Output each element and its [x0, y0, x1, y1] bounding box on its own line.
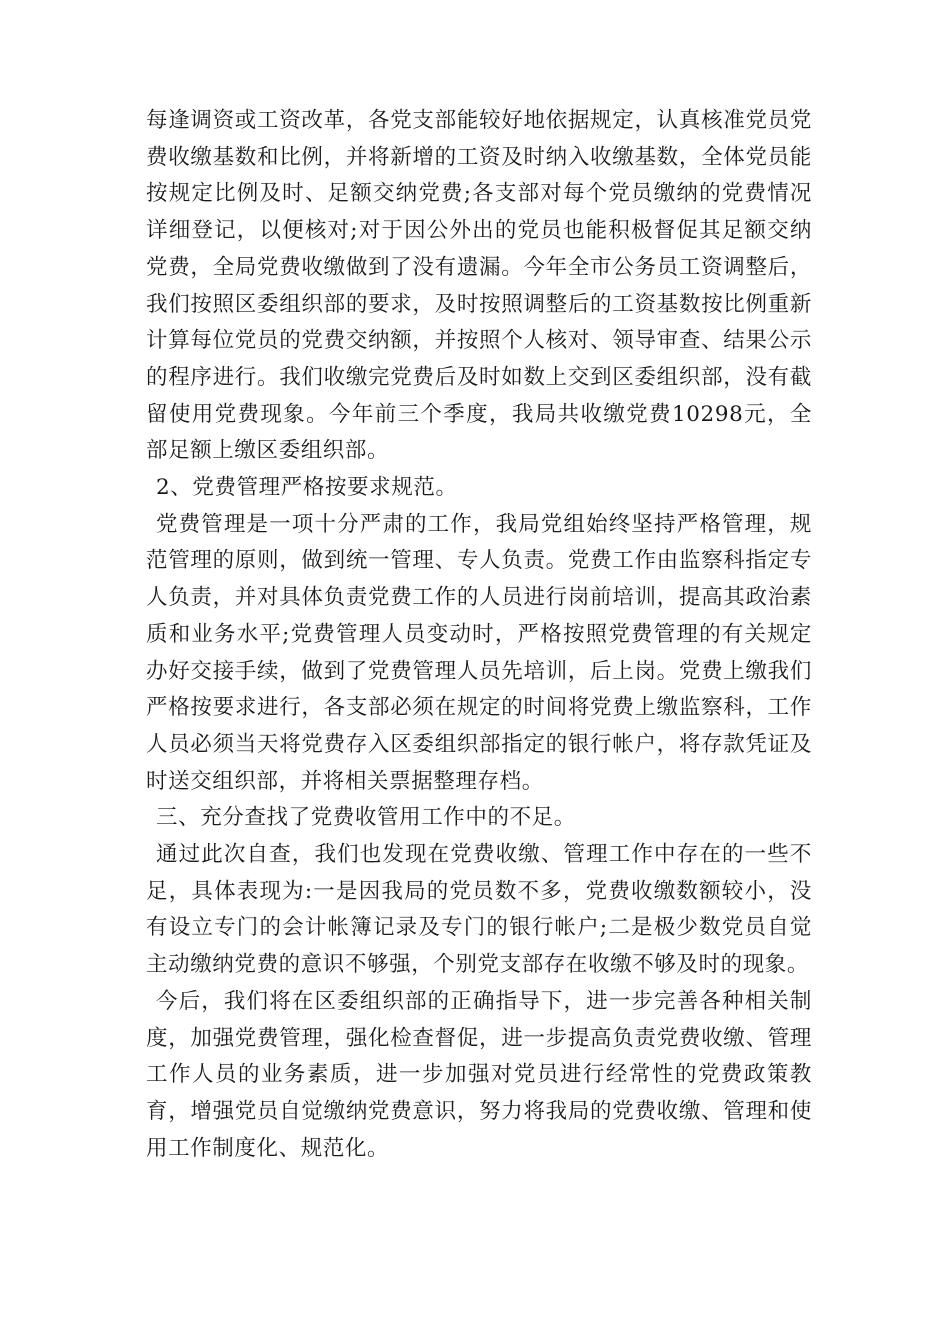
paragraph-dues-management: 党费管理是一项十分严肃的工作，我局党组始终坚持严格管理，规范管理的原则，做到统一管理、专人负责。党费工作由监察科指定专人负责，并对具体负责党费工作的人员进行岗前培训，提高其政治素质和业务水平;党费管理人员变动时，严格按照党费管理的有关规定办好交接手续，做到了党费管理人员先培训，后上岗。党费上缴我们严格按要求进行，各支部必须在规定的时间将党费上缴监察科，工作人员必须当天将党费存入区委组织部指定的银行帐户，将存款凭证及时送交组织部，并将相关票据整理存档。	[146, 511, 812, 794]
document-body	[146, 103, 812, 1167]
paragraph-future-plans: 今后，我们将在区委组织部的正确指导下，进一步完善各种相关制度，加强党费管理，强化检查督促，进一步提高负责党费收缴、管理工作人员的业务素质，进一步加强对党员进行经常性的党费政策教育，增强党员自觉缴纳党费意识，努力将我局的党费收缴、管理和使用工作制度化、规范化。	[146, 988, 812, 1161]
paragraph-shortcomings: 通过此次自查，我们也发现在党费收缴、管理工作中存在的一些不足，具体表现为:一是因我局的党员数不多，党费收缴数额较小，没有设立专门的会计帐簿记录及专门的银行帐户;二是极少数党员自觉主动缴纳党费的意识不够强，个别党支部存在收缴不够及时的现象。	[146, 842, 812, 978]
section-heading-dues-management: 2、党费管理严格按要求规范。	[156, 475, 458, 501]
section-heading-shortcomings: 三、充分查找了党费收管用工作中的不足。	[156, 805, 576, 831]
paragraph-dues-collection: 每逢调资或工资改革，各党支部能较好地依据规定，认真核准党员党费收缴基数和比例，并将新增的工资及时纳入收缴基数，全体党员能按规定比例及时、足额交纳党费;各支部对每个党员缴纳的党费情况详细登记，以便核对;对于因公外出的党员也能积极督促其足额交纳党费，全局党费收缴做到了没有遗漏。今年全市公务员工资调整后，我们按照区委组织部的要求，及时按照调整后的工资基数按比例重新计算每位党员的党费交纳额，并按照个人核对、领导审查、结果公示的程序进行。我们收缴完党费后及时如数上交到区委组织部，没有截留使用党费现象。今年前三个季度，我局共收缴党费10298元，全部足额上缴区委组织部。	[146, 108, 812, 464]
